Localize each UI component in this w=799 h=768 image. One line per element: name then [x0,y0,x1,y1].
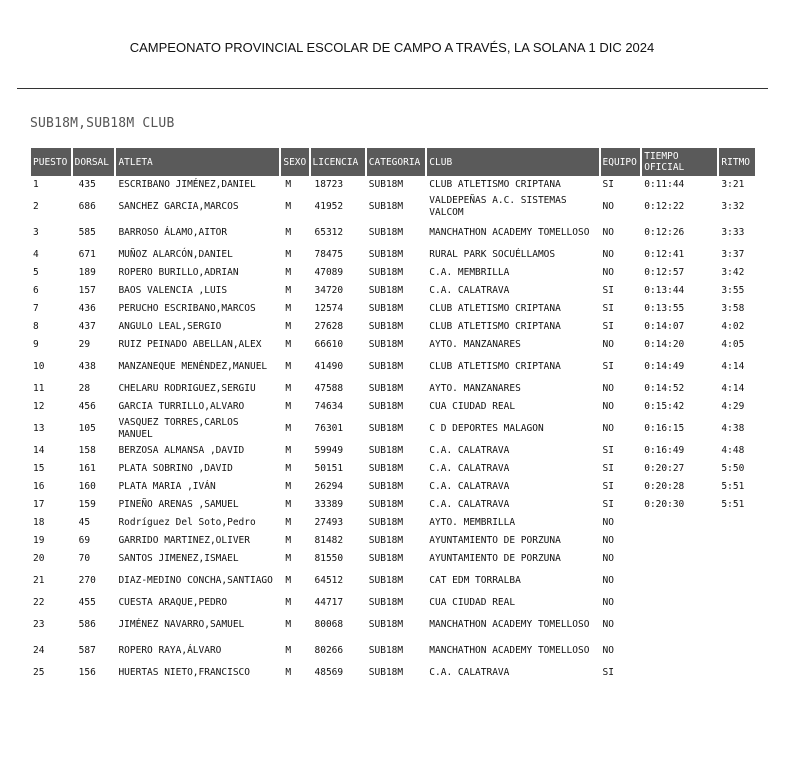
table-row [31,496,755,514]
cell-sexo: M [285,267,292,278]
cell-atleta: PERUCHO ESCRIBANO,MARCOS [118,303,256,314]
cell-categoria: SUB18M [368,619,404,630]
cell-sexo: M [285,321,292,332]
cell-atleta: ROPERO BURILLO,ADRIAN [118,267,239,278]
cell-puesto: 8 [33,321,39,332]
cell-puesto: 20 [33,553,45,564]
cell-sexo: M [285,445,292,456]
table-row [31,416,755,442]
cell-atleta: PLATA SOBRINO ,DAVID [118,463,233,474]
cell-equipo: SI [602,303,614,314]
category-heading: SUB18M,SUB18M CLUB [30,116,175,131]
cell-categoria: SUB18M [368,463,404,474]
cell-categoria: SUB18M [368,383,404,394]
cell-categoria: SUB18M [368,575,404,586]
cell-club: VALDEPEÑAS A.C. SISTEMAS VALCOM [429,195,567,218]
cell-dorsal: 671 [78,249,96,260]
cell-tiempo [642,532,717,550]
cell-sexo: M [285,667,292,678]
cell-dorsal: 437 [78,321,96,332]
cell-club: MANCHATHON ACADEMY TOMELLOSO [429,645,590,656]
cell-sexo: M [285,553,292,564]
cell-categoria: SUB18M [368,597,404,608]
cell-puesto: 1 [33,179,39,190]
cell-puesto: 16 [33,481,45,492]
table-row [31,300,755,318]
cell-puesto: 4 [33,249,39,260]
cell-puesto: 22 [33,597,45,608]
cell-licencia: 27493 [314,517,344,528]
cell-equipo: NO [602,267,614,278]
cell-licencia: 81482 [314,535,344,546]
table-row [31,514,755,532]
cell-club: C.A. CALATRAVA [429,667,510,678]
cell-atleta: GARCIA TURRILLO,ALVARO [118,401,245,412]
cell-licencia: 64512 [314,575,344,586]
cell-equipo: NO [602,249,614,260]
cell-licencia: 76301 [314,423,344,434]
cell-atleta: HUERTAS NIETO,FRANCISCO [118,667,250,678]
cell-tiempo: 0:12:41 [644,249,685,260]
cell-equipo: NO [602,645,614,656]
cell-sexo: M [285,499,292,510]
cell-puesto: 24 [33,645,45,656]
cell-club: AYUNTAMIENTO DE PORZUNA [429,535,561,546]
cell-club: CLUB ATLETISMO CRIPTANA [429,361,561,372]
cell-equipo: SI [602,361,614,372]
cell-equipo: SI [602,499,614,510]
cell-tiempo [642,612,717,638]
cell-ritmo: 4:14 [721,361,745,372]
cell-sexo: M [285,383,292,394]
cell-puesto: 9 [33,339,39,350]
cell-club: C D DEPORTES MALAGON [429,423,544,434]
cell-ritmo: 5:50 [721,463,745,474]
table-row [31,638,755,664]
cell-sexo: M [285,535,292,546]
cell-puesto: 18 [33,517,45,528]
cell-atleta: DIAZ-MEDINO CONCHA,SANTIAGO [118,575,273,586]
cell-tiempo [642,568,717,594]
cell-licencia: 80068 [314,619,344,630]
cell-atleta: CHELARU RODRIGUEZ,SERGIU [118,383,256,394]
cell-club: CAT EDM TORRALBA [429,575,521,586]
cell-licencia: 80266 [314,645,344,656]
table-row [31,318,755,336]
cell-puesto: 7 [33,303,39,314]
cell-tiempo [642,594,717,612]
cell-atleta: ANGULO LEAL,SERGIO [118,321,222,332]
table-row [31,398,755,416]
cell-equipo: NO [602,619,614,630]
cell-atleta: MANZANEQUE MENÉNDEZ,MANUEL [118,361,268,372]
cell-dorsal: 161 [78,463,96,474]
cell-tiempo: 0:12:26 [644,227,685,238]
cell-club: AYTO. MEMBRILLA [429,517,516,528]
cell-categoria: SUB18M [368,339,404,350]
cell-dorsal: 28 [78,383,91,394]
cell-tiempo: 0:15:42 [644,401,685,412]
cell-ritmo: 4:05 [721,339,745,350]
cell-sexo: M [285,575,292,586]
header-equipo: EQUIPO [601,148,641,176]
cell-dorsal: 585 [78,227,96,238]
cell-atleta: PLATA MARIA ,IVÁN [118,481,216,492]
cell-equipo: NO [602,535,614,546]
cell-categoria: SUB18M [368,285,404,296]
cell-sexo: M [285,361,292,372]
table-row [31,220,755,246]
cell-club: AYUNTAMIENTO DE PORZUNA [429,553,561,564]
table-row [31,460,755,478]
cell-dorsal: 455 [78,597,96,608]
cell-equipo: NO [602,227,614,238]
cell-categoria: SUB18M [368,227,404,238]
cell-sexo: M [285,463,292,474]
table-row [31,612,755,638]
cell-ritmo [719,568,755,594]
cell-atleta: GARRIDO MARTINEZ,OLIVER [118,535,250,546]
cell-sexo: M [285,249,292,260]
cell-tiempo: 0:11:44 [644,179,685,190]
cell-licencia: 74634 [314,401,344,412]
cell-club: AYTO. MANZANARES [429,383,521,394]
cell-club: C.A. CALATRAVA [429,463,510,474]
cell-dorsal: 586 [78,619,96,630]
cell-puesto: 17 [33,499,45,510]
cell-tiempo: 0:16:49 [644,445,685,456]
cell-dorsal: 69 [78,535,91,546]
cell-licencia: 18723 [314,179,344,190]
cell-equipo: NO [602,383,614,394]
cell-ritmo: 4:48 [721,445,745,456]
cell-ritmo [719,612,755,638]
cell-tiempo [642,664,717,682]
cell-tiempo: 0:14:20 [644,339,685,350]
cell-puesto: 13 [33,423,45,434]
cell-dorsal: 158 [78,445,96,456]
cell-categoria: SUB18M [368,481,404,492]
cell-tiempo: 0:20:28 [644,481,685,492]
header-sexo: SEXO [281,148,308,176]
cell-categoria: SUB18M [368,535,404,546]
cell-categoria: SUB18M [368,267,404,278]
cell-dorsal: 438 [78,361,96,372]
cell-equipo: SI [602,179,614,190]
cell-equipo: NO [602,423,614,434]
cell-club: CLUB ATLETISMO CRIPTANA [429,179,561,190]
cell-puesto: 25 [33,667,45,678]
cell-equipo: NO [602,201,614,212]
cell-ritmo [719,594,755,612]
cell-categoria: SUB18M [368,667,404,678]
table-row [31,478,755,496]
cell-sexo: M [285,285,292,296]
cell-ritmo [719,664,755,682]
cell-atleta: BARROSO ÁLAMO,AITOR [118,227,228,238]
cell-dorsal: 435 [78,179,96,190]
cell-puesto: 12 [33,401,45,412]
cell-sexo: M [285,339,292,350]
cell-atleta: CUESTA ARAQUE,PEDRO [118,597,228,608]
cell-atleta: SANTOS JIMENEZ,ISMAEL [118,553,239,564]
cell-licencia: 48569 [314,667,344,678]
header-ritmo: RITMO [719,148,755,176]
cell-categoria: SUB18M [368,645,404,656]
cell-puesto: 3 [33,227,39,238]
cell-categoria: SUB18M [368,201,404,212]
cell-puesto: 23 [33,619,45,630]
table-row [31,354,755,380]
cell-categoria: SUB18M [368,249,404,260]
cell-club: MANCHATHON ACADEMY TOMELLOSO [429,227,590,238]
cell-ritmo [719,532,755,550]
cell-club: CUA CIUDAD REAL [429,401,516,412]
cell-ritmo: 3:33 [721,227,745,238]
cell-tiempo: 0:12:57 [644,267,685,278]
header-licencia: LICENCIA [311,148,365,176]
document-title: CAMPEONATO PROVINCIAL ESCOLAR DE CAMPO A TRAVÉS, LA SOLANA 1 DIC 2024 [129,40,655,55]
table-row [31,442,755,460]
cell-equipo: NO [602,597,614,608]
table-row [31,176,755,194]
cell-tiempo [642,550,717,568]
table-row [31,194,755,220]
cell-categoria: SUB18M [368,361,404,372]
cell-equipo: NO [602,339,614,350]
cell-sexo: M [285,619,292,630]
header-club: CLUB [427,148,598,176]
cell-categoria: SUB18M [368,499,404,510]
cell-equipo: SI [602,463,614,474]
cell-club: C.A. CALATRAVA [429,445,510,456]
cell-licencia: 33389 [314,499,344,510]
cell-puesto: 5 [33,267,39,278]
cell-puesto: 6 [33,285,39,296]
cell-ritmo: 4:02 [721,321,745,332]
cell-licencia: 27628 [314,321,344,332]
cell-ritmo: 3:55 [721,285,745,296]
cell-ritmo: 4:29 [721,401,745,412]
cell-dorsal: 156 [78,667,96,678]
cell-club: CLUB ATLETISMO CRIPTANA [429,303,561,314]
table-row [31,594,755,612]
cell-ritmo: 5:51 [721,481,745,492]
cell-dorsal: 456 [78,401,96,412]
table-row [31,532,755,550]
cell-categoria: SUB18M [368,401,404,412]
cell-atleta: RUIZ PEINADO ABELLAN,ALEX [118,339,262,350]
header-atleta: ATLETA [116,148,279,176]
cell-equipo: SI [602,667,614,678]
cell-atleta: ESCRIBANO JIMÉNEZ,DANIEL [118,179,256,190]
cell-sexo: M [285,645,292,656]
cell-equipo: SI [602,321,614,332]
cell-atleta: VASQUEZ TORRES,CARLOS MANUEL [118,417,239,440]
cell-equipo: SI [602,285,614,296]
cell-ritmo: 3:32 [721,201,745,212]
cell-licencia: 66610 [314,339,344,350]
cell-sexo: M [285,597,292,608]
cell-equipo: SI [602,481,614,492]
cell-sexo: M [285,401,292,412]
cell-ritmo [719,550,755,568]
table-row [31,550,755,568]
cell-ritmo: 4:14 [721,383,745,394]
cell-ritmo: 5:51 [721,499,745,510]
cell-atleta: BERZOSA ALMANSA ,DAVID [118,445,245,456]
cell-licencia: 34720 [314,285,344,296]
cell-licencia: 47089 [314,267,344,278]
cell-categoria: SUB18M [368,303,404,314]
cell-dorsal: 160 [78,481,96,492]
cell-atleta: BAOS VALENCIA ,LUIS [118,285,228,296]
cell-atleta: SANCHEZ GARCIA,MARCOS [118,201,239,212]
cell-ritmo: 4:38 [721,423,745,434]
cell-atleta: PINEÑO ARENAS ,SAMUEL [118,499,239,510]
cell-dorsal: 686 [78,201,96,212]
cell-sexo: M [285,227,292,238]
cell-tiempo: 0:14:49 [644,361,685,372]
cell-ritmo: 3:21 [721,179,745,190]
cell-licencia: 65312 [314,227,344,238]
cell-club: AYTO. MANZANARES [429,339,521,350]
header-tiempo-oficial: TIEMPO OFICIAL [642,148,717,176]
cell-dorsal: 105 [78,423,96,434]
cell-licencia: 12574 [314,303,344,314]
table-row [31,380,755,398]
cell-ritmo [719,638,755,664]
cell-ritmo: 3:42 [721,267,745,278]
cell-club: C.A. CALATRAVA [429,285,510,296]
cell-tiempo: 0:14:07 [644,321,685,332]
cell-club: CLUB ATLETISMO CRIPTANA [429,321,561,332]
cell-dorsal: 157 [78,285,96,296]
cell-dorsal: 70 [78,553,91,564]
cell-equipo: NO [602,575,614,586]
cell-categoria: SUB18M [368,321,404,332]
cell-tiempo: 0:14:52 [644,383,685,394]
cell-tiempo: 0:20:27 [644,463,685,474]
cell-tiempo: 0:13:44 [644,285,685,296]
cell-sexo: M [285,303,292,314]
cell-club: C.A. CALATRAVA [429,481,510,492]
cell-sexo: M [285,423,292,434]
cell-dorsal: 587 [78,645,96,656]
cell-licencia: 81550 [314,553,344,564]
results-body [31,176,755,682]
cell-ritmo: 3:58 [721,303,745,314]
cell-equipo: NO [602,401,614,412]
table-row [31,568,755,594]
cell-dorsal: 45 [78,517,91,528]
cell-dorsal: 270 [78,575,96,586]
cell-ritmo: 3:37 [721,249,745,260]
cell-puesto: 10 [33,361,45,372]
cell-atleta: Rodríguez Del Soto,Pedro [118,517,256,528]
cell-atleta: MUÑOZ ALARCÓN,DANIEL [118,249,233,260]
cell-licencia: 47588 [314,383,344,394]
cell-equipo: NO [602,517,614,528]
results-table [29,148,757,682]
cell-licencia: 50151 [314,463,344,474]
cell-tiempo: 0:13:55 [644,303,685,314]
table-row [31,282,755,300]
cell-equipo: NO [602,553,614,564]
cell-licencia: 78475 [314,249,344,260]
cell-atleta: JIMÉNEZ NAVARRO,SAMUEL [118,619,245,630]
cell-equipo: SI [602,445,614,456]
cell-licencia: 41490 [314,361,344,372]
cell-licencia: 41952 [314,201,344,212]
cell-categoria: SUB18M [368,553,404,564]
cell-tiempo: 0:16:15 [644,423,685,434]
cell-puesto: 19 [33,535,45,546]
cell-club: RURAL PARK SOCUÉLLAMOS [429,249,556,260]
header-puesto: PUESTO [31,148,71,176]
cell-sexo: M [285,179,292,190]
cell-dorsal: 29 [78,339,91,350]
cell-club: C.A. CALATRAVA [429,499,510,510]
cell-categoria: SUB18M [368,445,404,456]
cell-tiempo: 0:12:22 [644,201,685,212]
cell-tiempo [642,514,717,532]
table-row [31,246,755,264]
cell-club: C.A. MEMBRILLA [429,267,510,278]
cell-licencia: 44717 [314,597,344,608]
header-categoria: CATEGORIA [367,148,425,176]
cell-sexo: M [285,201,292,212]
cell-dorsal: 189 [78,267,96,278]
table-row [31,664,755,682]
cell-sexo: M [285,517,292,528]
cell-licencia: 26294 [314,481,344,492]
cell-sexo: M [285,481,292,492]
header-dorsal: DORSAL [73,148,115,176]
cell-puesto: 14 [33,445,45,456]
cell-tiempo [642,638,717,664]
cell-dorsal: 436 [78,303,96,314]
cell-puesto: 15 [33,463,45,474]
cell-tiempo: 0:20:30 [644,499,685,510]
table-row [31,264,755,282]
cell-club: CUA CIUDAD REAL [429,597,516,608]
cell-categoria: SUB18M [368,179,404,190]
cell-dorsal: 159 [78,499,96,510]
cell-club: MANCHATHON ACADEMY TOMELLOSO [429,619,590,630]
cell-puesto: 11 [33,383,45,394]
cell-puesto: 21 [33,575,45,586]
cell-categoria: SUB18M [368,423,404,434]
cell-puesto: 2 [33,201,39,212]
cell-atleta: ROPERO RAYA,ÁLVARO [118,645,222,656]
cell-categoria: SUB18M [368,517,404,528]
cell-licencia: 59949 [314,445,344,456]
table-header-row [31,148,755,176]
header-divider [17,88,768,89]
cell-ritmo [719,514,755,532]
table-row [31,336,755,354]
